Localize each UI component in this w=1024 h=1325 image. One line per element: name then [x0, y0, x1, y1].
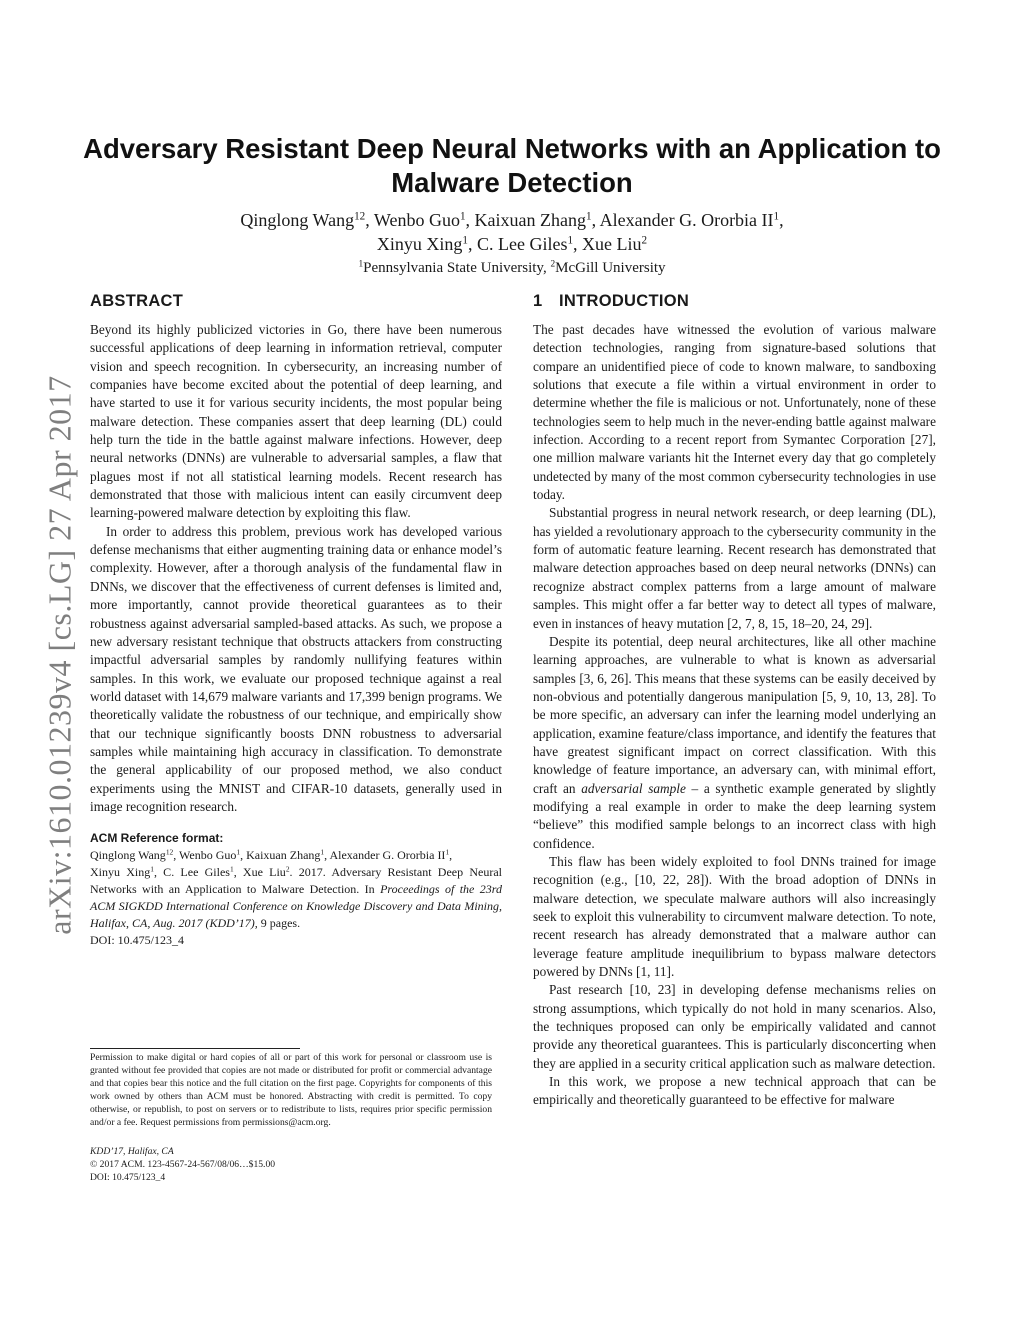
footnote-rule: [90, 1048, 300, 1049]
intro-paragraph: Past research [10, 23] in developing defense mechanisms relies on strong assumptions, which typically do not hold in many scenarios. Also, the techniques proposed can only be empirically validated and cannot provide any theoretical guarantees. This is particularly disconcerting when they are applied in a security critical application such as malware detection.: [533, 982, 936, 1071]
author-name: Wenbo Guo: [373, 210, 460, 230]
intro-paragraph: In this work, we propose a new technical approach that can be empirically and theoretically guaranteed to be effective for malware: [533, 1074, 936, 1108]
left-column: [90, 290, 502, 949]
author-name: Xinyu Xing: [376, 234, 463, 254]
author-name: Alexander G. Ororbia II: [599, 210, 774, 230]
abstract-heading: ABSTRACT: [90, 292, 184, 310]
intro-paragraph: Despite its potential, deep neural architectures, like all other machine learning approaches, are vulnerable to what is known as adversarial samples [3, 6, 26]. This means that these systems can be easily deceived by non-obvious and potentially dangerous manipulation [5, 9, 10, 13, 28]. To be more specific, an adversary can infer the learning model underlying an application, examine feature/class importance, and identify the features that have greatest significant impact on correct classification. With this knowledge of feature importance, an adversary can, with minimal effort, craft an adversarial sample – a synthetic example generated by slightly modifying a real example in order to make the deep learning system “believe” this modified sample belongs to an incorrect class with high confidence.: [533, 633, 936, 851]
arxiv-id: arXiv:1610.01239v4 [cs.LG] 27 Apr 2017: [41, 375, 78, 935]
intro-paragraph: Substantial progress in neural network research, or deep learning (DL), has yielded a revolutionary approach to the cybersecurity community in the form of automatic feature learning. Recent research has demonstrated that malware detection approaches based on deep neural networks (DNNs) can recognize abstract complex patterns from a large amount of malware samples. This might offer a far better way to detect all types of malware, even in instances of heavy mutation [2, 7, 8, 15, 18–20, 24, 29].: [533, 505, 936, 631]
acm-reference-heading: ACM Reference format:: [90, 831, 224, 846]
affiliation-psu: Pennsylvania State University: [363, 260, 543, 276]
affiliations: $^1$Pennsylvania State University, $^2$McGill University: [358, 259, 666, 276]
acm-reference-doi: DOI: 10.475/123_4: [90, 933, 184, 948]
permission-notice: Permission to make digital or hard copies of all or part of this work for personal or classroom use is granted without fee provided that copies are not made or distributed for profit or commercial advantage and that copies bear this notice and the full citation on the first page. Copyrights for components of this work owned by others than ACM must be honored. Abstracting with credit is permitted. To copy otherwise, or republish, to post on servers or to redistribute to lists, requires prior specific permission and/or a fee. Request permissions from permissions@acm.org.: [90, 1052, 492, 1128]
author-name: Kaixuan Zhang: [474, 210, 587, 230]
author-name: Qinglong Wang: [240, 210, 355, 230]
abstract-paragraph: Beyond its highly publicized victories in Go, there have been numerous successful applications of deep learning in information retrieval, computer vision and speech recognition. In cybersecurity, an increasing number of companies have become excited about the potential of deep learning, and have started to use it for various security incidents, the most popular being malware detection. These companies assert that deep learning (DL) could help turn the tide in the battle against malware infections. However, deep neural networks (DNNs) are vulnerable to adversarial samples, a flaw that plagues most if not all statistical learning models. Recent research has demonstrated that those with malicious intent can easily circumvent deep learning-powered malware detection by exploiting this flaw.: [90, 322, 502, 521]
paper-title: Adversary Resistant Deep Neural Networks with an Application to Malware Detection: [83, 133, 941, 198]
abstract-paragraph: In order to address this problem, previous work has developed various defense mechanisms that either augmenting training data or enhance model’s complexity. However, after a thorough analysis of the fundamental flaw in DNNs, we discover that the effectiveness of current defenses is limited and, more importantly, cannot provide theoretical guarantees as to their robustness against adversarial sampled-based attacks. As such, we propose a new adversary resistant technique that obstructs attackers from constructing impactful adversarial samples by randomly nullifying features within samples. In this work, we evaluate our proposed technique against a real world dataset with 14,679 malware variants and 17,399 benign programs. We theoretically validate the robustness of our technique, and empirically show that our technique significantly boosts DNN robustness to adversarial samples while maintaining high accuracy in classification. To demonstrate the general applicability of our proposed method, we also conduct experiments using the MNIST and CIFAR-10 datasets, generally used in image recognition research.: [90, 523, 502, 814]
intro-paragraph: The past decades have witnessed the evolution of various malware detection technologies, ranging from signature-based solutions that compare an unidentified piece of code to known malware, to sandboxing solutions that execute a file within a virtual environment in order to determine whether the file is malicious or not. Unfortunately, none of these technologies seem to help much in the never-ending battle against malware infection. According to a recent report from Symantec Corporation [27], one million malware variants hit the Internet every day that go completely undetected by many of the most common cybersecurity technologies in use today.: [533, 322, 936, 503]
author-name: Xue Liu: [582, 234, 642, 254]
intro-paragraph: This flaw has been widely exploited to fool DNNs trained for image recognition (e.g., [10, 22, 28]). With the broad adoption of DNNs in malware detection, we speculate malware authors will also increasingly seek to exploit this vulnerability to circumvent malware detection. To note, recent research has already demonstrated that a malware author can leverage feature amplitude inequilibrium to bypass malware detectors powered by DNNs [1, 11].: [533, 853, 936, 980]
author-line-1: Qinglong Wang$^{12}$, Wenbo Guo$^1$, Kaixuan Zhang$^1$, Alexander G. Ororbia $II^1$,: [240, 210, 784, 230]
acm-reference-text: Qinglong Wang$^{12}$, Wenbo Guo$^1$, Kaixuan Zhang$^1$, Alexander G. Ororbia $II^1$, Xinyu Xing$^1$, C. Lee Giles$^1$, Xue Liu$^2$. 2017. Adversary Resistant Deep Neural Networks with an Application to Malware Detection. In Proceedings of the 23rd ACM SIGKDD International Conference on Knowledge Discovery and Data Mining, Halifax, CA, Aug. 2017 (KDD’17), 9 pages.: [90, 847, 502, 931]
section-title: INTRODUCTION: [559, 292, 690, 310]
footer-doi: DOI: 10.475/123_4: [90, 1172, 166, 1183]
copyright-line: © 2017 ACM. 123-4567-24-567/08/06…$15.00: [90, 1159, 276, 1170]
author-line-2: Xinyu Xing$^1$, C. Lee Giles$^1$, Xue Liu$^2$: [376, 234, 648, 254]
section-number: 1: [533, 292, 543, 310]
introduction-heading: [533, 290, 936, 312]
affiliation-mcgill: McGill University: [555, 260, 666, 276]
author-name: C. Lee Giles: [476, 234, 568, 254]
right-column: [533, 290, 936, 1110]
conference-info: KDD’17, Halifax, CA: [90, 1146, 174, 1157]
author-list: [80, 208, 944, 256]
